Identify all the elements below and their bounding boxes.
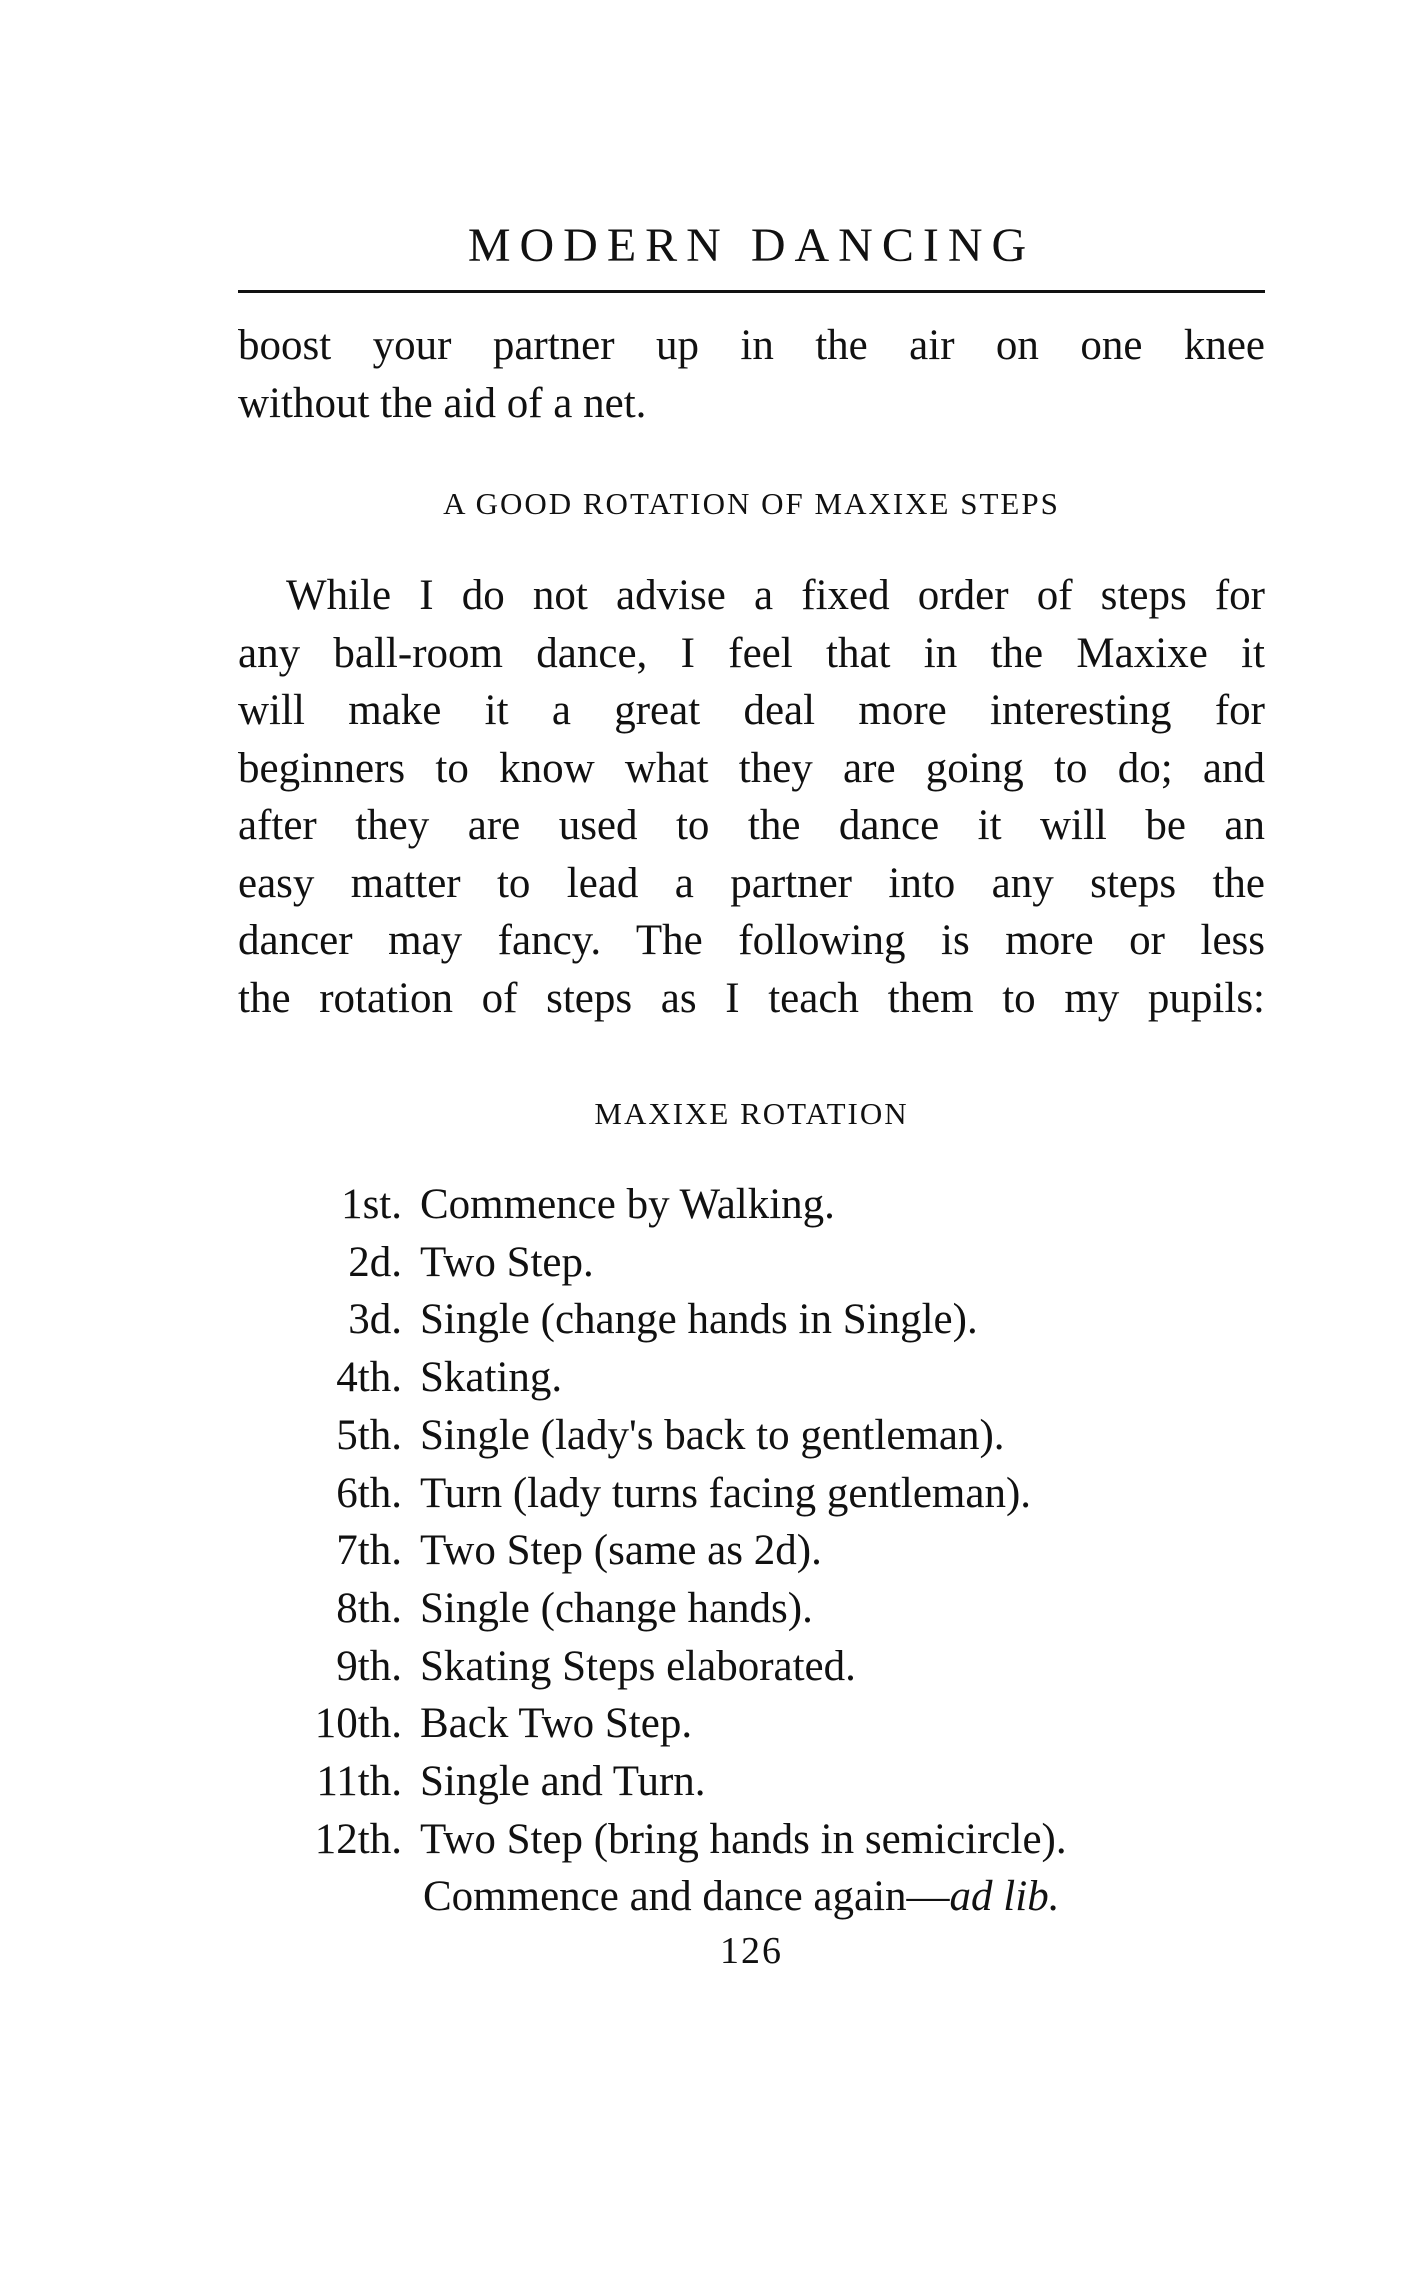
- step-ordinal: 11th.: [316, 1758, 402, 1806]
- step-text: Two Step (same as 2d).: [420, 1527, 822, 1575]
- text-line: the rotation of steps as I teach them to my pupils:: [238, 974, 1265, 1022]
- list-item: [290, 1580, 1290, 1638]
- step-ordinal: 9th.: [336, 1642, 402, 1690]
- text-line: boost your partner up in the air on one knee: [238, 322, 1265, 369]
- list-item: [290, 1522, 1290, 1580]
- step-ordinal: 8th.: [336, 1584, 402, 1632]
- step-ordinal: 10th.: [314, 1700, 402, 1748]
- step-ordinal: 12th.: [314, 1815, 402, 1863]
- list-item: [290, 1349, 1290, 1407]
- running-head: MODERN DANCING: [467, 219, 1036, 272]
- list-item: [290, 1638, 1290, 1696]
- paragraph-rotation-intro: [238, 567, 1265, 1027]
- rotation-list: [290, 1176, 1290, 1868]
- closing-text: Commence and dance again—: [423, 1873, 950, 1920]
- closing-instruction: [423, 1868, 1059, 1925]
- step-text: Single (lady's back to gentleman).: [420, 1411, 1005, 1459]
- section-heading: A GOOD ROTATION OF MAXIXE STEPS: [443, 486, 1060, 521]
- list-item: [290, 1407, 1290, 1465]
- list-heading: MAXIXE ROTATION: [594, 1096, 909, 1131]
- list-item: [290, 1234, 1290, 1292]
- text-line: after they are used to the dance it will be an: [238, 802, 1265, 849]
- list-item: [290, 1753, 1290, 1811]
- header-rule: [238, 290, 1265, 293]
- step-text: Skating Steps elaborated.: [420, 1642, 856, 1690]
- paragraph-continuation: [238, 317, 1265, 432]
- text-line: While I do not advise a fixed order of steps for: [286, 572, 1265, 619]
- list-item: [290, 1291, 1290, 1349]
- step-ordinal: 5th.: [336, 1411, 402, 1459]
- list-item: [290, 1176, 1290, 1234]
- step-text: Back Two Step.: [420, 1700, 693, 1748]
- step-ordinal: 3d.: [348, 1296, 402, 1344]
- step-text: Single (change hands).: [420, 1584, 813, 1632]
- step-text: Skating.: [420, 1354, 563, 1402]
- closing-italic: ad lib.: [949, 1873, 1060, 1920]
- text-line: beginners to know what they are going to do; and: [238, 744, 1265, 792]
- text-line: any ball-room dance, I feel that in the Maxixe it: [238, 629, 1265, 677]
- step-text: Turn (lady turns facing gentleman).: [420, 1469, 1032, 1517]
- step-ordinal: 4th.: [336, 1354, 402, 1402]
- step-ordinal: 6th.: [336, 1469, 402, 1517]
- list-item: [290, 1811, 1290, 1869]
- step-text: Two Step (bring hands in semicircle).: [420, 1815, 1067, 1863]
- step-text: Single and Turn.: [420, 1758, 706, 1806]
- step-text: Two Step.: [420, 1238, 594, 1286]
- step-text: Commence by Walking.: [420, 1181, 835, 1228]
- step-text: Single (change hands in Single).: [420, 1296, 978, 1344]
- text-line: dancer may fancy. The following is more or less: [238, 917, 1265, 964]
- text-line: will make it a great deal more interesting for: [238, 687, 1265, 734]
- text-line: without the aid of a net.: [238, 379, 647, 427]
- step-ordinal: 1st.: [341, 1181, 402, 1228]
- step-ordinal: 2d.: [348, 1238, 402, 1286]
- list-item: [290, 1465, 1290, 1523]
- step-ordinal: 7th.: [336, 1527, 402, 1575]
- text-line: easy matter to lead a partner into any steps the: [238, 859, 1265, 907]
- list-item: [290, 1695, 1290, 1753]
- page-number: 126: [720, 1930, 783, 1972]
